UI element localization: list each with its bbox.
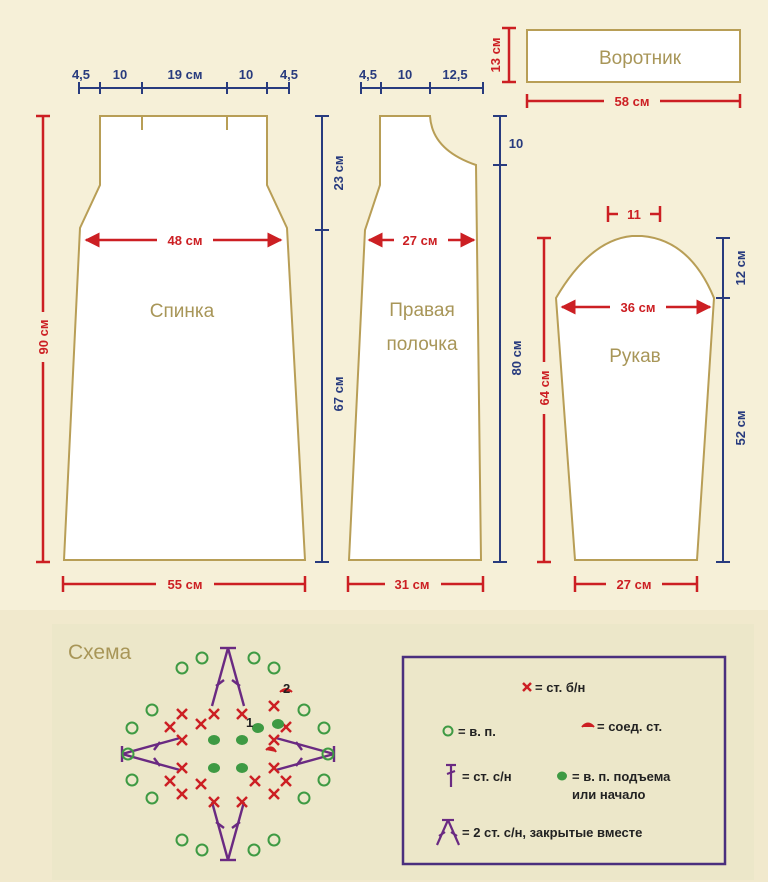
ch-stitch bbox=[177, 663, 188, 674]
sc-stitch bbox=[281, 776, 291, 786]
front-bottom-value: 31 см bbox=[394, 577, 430, 592]
legend-turn-text-2: или начало bbox=[572, 787, 646, 802]
sc-stitch bbox=[250, 776, 260, 786]
collar-label: Воротник bbox=[598, 48, 682, 69]
sleeve-total-value: 64 см bbox=[537, 370, 552, 406]
ch-stitch bbox=[197, 845, 208, 856]
back-yoke-height: 23 см bbox=[331, 155, 346, 191]
back-height-value: 90 см bbox=[36, 319, 51, 355]
ch-stitch bbox=[319, 775, 330, 786]
dc2tog-stitch bbox=[122, 738, 180, 770]
front-top-dim-2: 10 bbox=[397, 67, 413, 82]
ch-stitch bbox=[177, 835, 188, 846]
front-label-line2: полочка bbox=[386, 334, 458, 355]
ch-stitch bbox=[269, 835, 280, 846]
dc2tog-stitch bbox=[212, 802, 244, 860]
sc-stitch bbox=[269, 735, 279, 745]
turn-stitch bbox=[236, 763, 248, 773]
front-chest-value: 27 см bbox=[402, 233, 438, 248]
collar-width-value: 58 см bbox=[614, 94, 650, 109]
turn-stitch bbox=[208, 735, 220, 745]
dc2tog-stitch bbox=[212, 648, 244, 706]
back-label: Спинка bbox=[149, 301, 215, 322]
ch-stitch bbox=[197, 653, 208, 664]
sc-stitch bbox=[196, 779, 206, 789]
sc-stitch bbox=[177, 735, 187, 745]
legend-dc2tog-text: = 2 ст. с/н, закрытые вместе bbox=[462, 825, 643, 840]
legend-turn-symbol bbox=[557, 772, 567, 781]
back-top-dimension bbox=[79, 82, 289, 94]
ch-stitch bbox=[147, 793, 158, 804]
back-top-dim-3: 19 см bbox=[167, 67, 203, 82]
sc-stitch bbox=[196, 719, 206, 729]
back-side-dimension bbox=[315, 116, 329, 562]
sleeve-length-value: 52 см bbox=[733, 410, 748, 446]
front-side-dimension bbox=[493, 116, 507, 562]
ch-stitch bbox=[147, 705, 158, 716]
back-piece bbox=[64, 116, 305, 560]
legend-sc-text: = ст. б/н bbox=[535, 680, 586, 695]
sc-stitch bbox=[177, 763, 187, 773]
sleeve-width-value: 36 см bbox=[620, 300, 656, 315]
legend-ch-symbol bbox=[444, 727, 453, 736]
back-bottom-value: 55 см bbox=[167, 577, 203, 592]
sc-stitch bbox=[269, 763, 279, 773]
front-top-dimension bbox=[361, 82, 483, 94]
turn-stitch bbox=[208, 763, 220, 773]
sc-stitch bbox=[165, 722, 175, 732]
chart-mark-1: 1 bbox=[246, 715, 254, 730]
sleeve-side-dimension bbox=[716, 238, 730, 562]
legend-slst-symbol bbox=[582, 724, 594, 728]
sleeve-bottom-value: 27 см bbox=[616, 577, 652, 592]
ch-stitch bbox=[319, 723, 330, 734]
dc2tog-stitch bbox=[276, 738, 334, 770]
ch-stitch bbox=[299, 793, 310, 804]
front-height-value: 80 см bbox=[509, 340, 524, 376]
crochet-chart bbox=[122, 648, 334, 860]
sleeve-label: Рукав bbox=[609, 346, 661, 367]
ch-stitch bbox=[127, 775, 138, 786]
sleeve-cap-value: 12 см bbox=[733, 250, 748, 286]
scheme-title: Схема bbox=[68, 641, 132, 664]
sc-stitch bbox=[177, 709, 187, 719]
sc-stitch bbox=[177, 789, 187, 799]
sleeve-top-value: 11 bbox=[627, 207, 641, 222]
ch-stitch bbox=[269, 663, 280, 674]
chart-mark-2: 2 bbox=[283, 681, 291, 696]
front-label-line1: Правая bbox=[389, 300, 455, 321]
back-chest-value: 48 см bbox=[167, 233, 203, 248]
front-top-dim-1: 4,5 bbox=[358, 67, 378, 82]
legend-sc-symbol bbox=[523, 683, 531, 691]
back-top-dim-4: 10 bbox=[238, 67, 254, 82]
back-top-dim-2: 10 bbox=[112, 67, 128, 82]
ch-stitch bbox=[249, 653, 260, 664]
legend-dc2tog-symbol bbox=[437, 820, 459, 845]
turn-stitch bbox=[236, 735, 248, 745]
legend-dc-symbol bbox=[446, 765, 456, 787]
legend-dc-text: = ст. с/н bbox=[462, 769, 512, 784]
sc-stitch bbox=[209, 709, 219, 719]
collar-height-dimension bbox=[502, 28, 516, 82]
sc-stitch bbox=[165, 776, 175, 786]
turn-stitch bbox=[252, 723, 264, 733]
front-top-dim-3: 12,5 bbox=[442, 67, 468, 82]
legend-ch-text: = в. п. bbox=[458, 724, 496, 739]
back-lower-height: 67 см bbox=[331, 376, 346, 412]
ch-stitch bbox=[299, 705, 310, 716]
legend-slst-text: = соед. ст. bbox=[597, 719, 663, 734]
ch-stitch bbox=[249, 845, 260, 856]
sc-stitch bbox=[269, 701, 279, 711]
collar-height-value: 13 см bbox=[488, 37, 503, 73]
front-neck-drop: 10 bbox=[508, 136, 524, 151]
legend-turn-text-1: = в. п. подъема bbox=[572, 769, 671, 784]
sleeve-piece bbox=[556, 236, 714, 560]
slst-stitch bbox=[266, 747, 276, 752]
back-top-dim-5: 4,5 bbox=[279, 67, 299, 82]
back-top-dim-1: 4,5 bbox=[71, 67, 91, 82]
ch-stitch bbox=[127, 723, 138, 734]
turn-stitch bbox=[272, 719, 284, 729]
sc-stitch bbox=[269, 789, 279, 799]
